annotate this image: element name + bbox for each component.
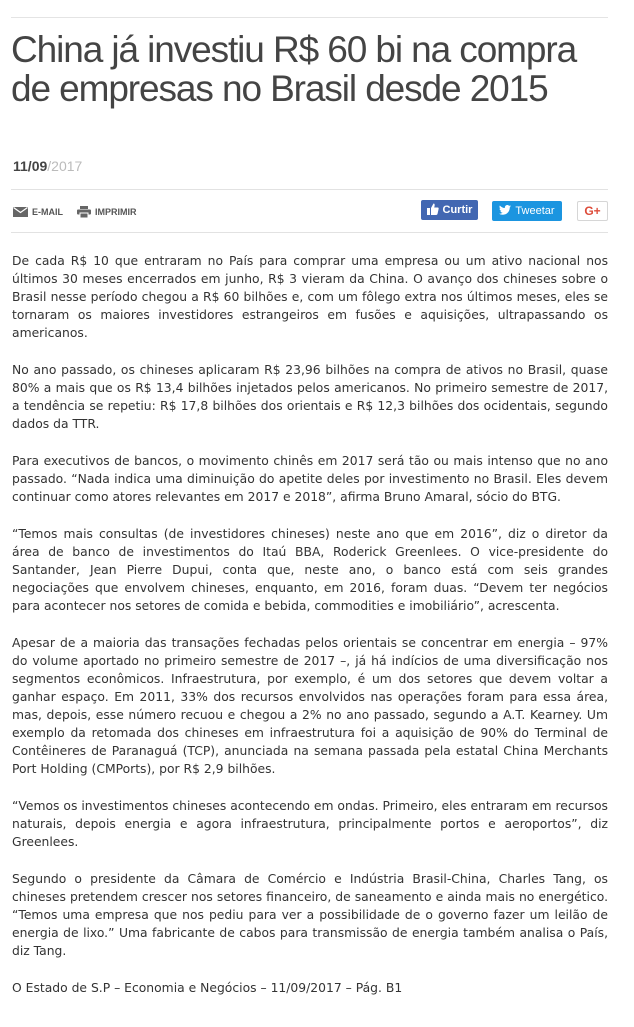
article-paragraph: De cada R$ 10 que entraram no País para comprar uma empresa ou um ativo nacional nos últimos 30 meses encerrados em junho, R$ 3 vieram da China. O avanço dos chineses sobre o Brasil nesse período chegou a R$ 60 bilhões e, com um fôlego extra nos últimos meses, eles se tornaram os maiores investidores estrangeiros em fusões e aquisições, ultrapassando os americanos.	[12, 254, 608, 340]
article-paragraph: Segundo o presidente da Câmara de Comércio e Indústria Brasil-China, Charles Tang, os chineses pretendem crescer nos setores financeiro, de saneamento e ainda mais no energético. “Temos uma empresa que nos pediu para ver a possibilidade de o governo fazer um leilão de energia de lixo.” Uma fabricante de cabos para transmissão de energia também analisa o País, diz Tang.	[12, 872, 608, 958]
google-plus-button[interactable]	[577, 201, 608, 221]
divider-below-toolbar	[11, 232, 608, 233]
article-date-day-month: 11/09	[13, 158, 48, 174]
article-paragraph: “Temos mais consultas (de investidores chineses) neste ano que em 2016”, diz o diretor da área de banco de investimentos do Itaú BBA, Roderick Greenlees. O vice-presidente do Santander, Jean Pierre Dupui, conta que, neste ano, o banco está com seis grandes negociações que envolvem chineses, enquanto, em 2016, foram duas. “Devem ter negócios para acontecer nos setores de comida e bebida, commodities e imobiliário”, acrescenta.	[12, 527, 608, 613]
tweet-button[interactable]	[492, 201, 562, 221]
email-link[interactable]	[13, 205, 63, 219]
thumbs-up-icon	[427, 203, 439, 218]
tweet-label: Tweetar	[515, 205, 555, 217]
article-paragraph: No ano passado, os chineses aplicaram R$ 23,96 bilhões na compra de ativos no Brasil, quase 80% a mais que os R$ 13,4 bilhões injetados pelos americanos. No primeiro semestre de 2017, a tendência se repetiu: R$ 17,8 bilhões dos orientais e R$ 12,3 bilhões dos ocidentais, segundo dados da TTR.	[12, 363, 608, 431]
article-source: O Estado de S.P – Economia e Negócios – 11/09/2017 – Pág. B1	[12, 981, 403, 995]
article-date	[13, 158, 82, 174]
email-label: E-MAIL	[32, 207, 63, 217]
article-title: China já investiu R$ 60 bi na compra de empresas no Brasil desde 2015	[11, 29, 577, 109]
print-link[interactable]	[77, 205, 137, 219]
print-label: IMPRIMIR	[95, 207, 137, 217]
article-paragraph: Apesar de a maioria das transações fechadas pelos orientais se concentrar em energia – 97% do volume aportado no primeiro semestre de 2017 –, já há indícios de uma diversificação nos segmentos econômicos. Infraestrutura, por exemplo, é um dos setores que devem voltar a ganhar espaço. Em 2011, 33% dos recursos envolvidos nas operações foram para essa área, mas, depois, esse número recuou e chegou a 2% no ano passado, segundo a A.T. Kearney. Um exemplo da retomada dos chineses em infraestrutura foi a aquisição de 90% do Terminal de Contêineres de Paranaguá (TCP), anunciada na semana passada pela estatal China Merchants Port Holding (CMPorts), por R$ 2,9 bilhões.	[12, 636, 608, 776]
envelope-icon	[13, 207, 28, 217]
google-plus-label: G+	[584, 204, 601, 218]
article-date-year: /2017	[47, 158, 83, 174]
twitter-bird-icon	[499, 205, 511, 218]
article-paragraph: “Vemos os investimentos chineses acontecendo em ondas. Primeiro, eles entraram em recursos naturais, depois energia e agora infraestrutura, principalmente portos e aeroportos”, diz Greenlees.	[12, 799, 608, 849]
printer-icon	[77, 206, 91, 218]
article-body	[12, 252, 608, 1016]
top-divider	[11, 17, 608, 18]
divider-above-toolbar	[11, 189, 608, 190]
facebook-like-button[interactable]	[421, 200, 478, 220]
article-paragraph: Para executivos de bancos, o movimento chinês em 2017 será tão ou mais intenso que no ano passado. “Nada indica uma diminuição do apetite deles por investimento no Brasil. Eles devem continuar como atores relevantes em 2017 e 2018”, afirma Bruno Amaral, sócio do BTG.	[12, 454, 608, 504]
like-label: Curtir	[442, 204, 473, 216]
